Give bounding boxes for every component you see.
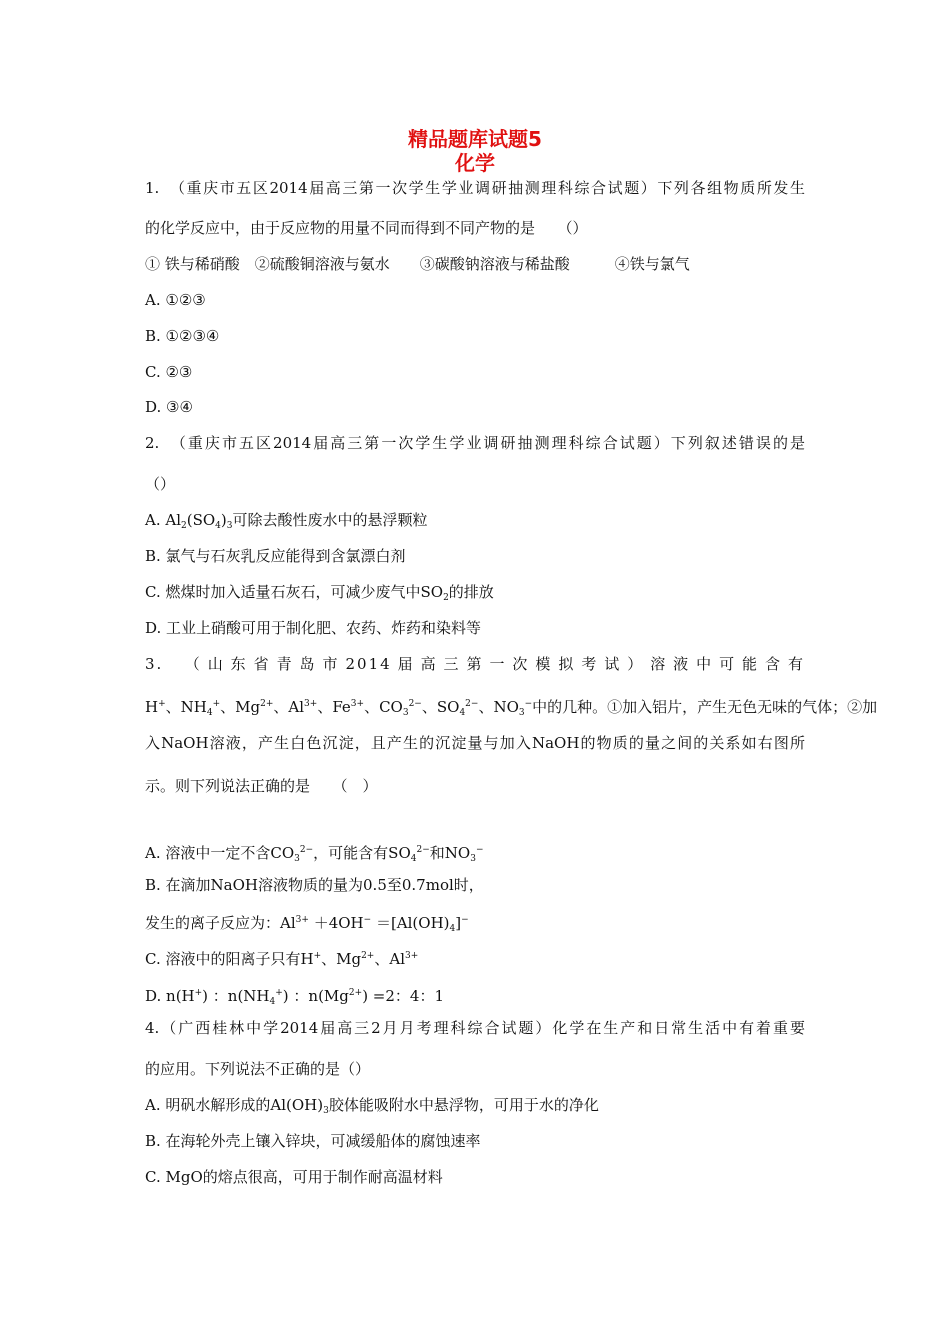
q4-stem-line2: 的应用。下列说法不正确的是（） — [145, 1060, 371, 1078]
q2-option-c: C. 燃煤时加入适量石灰石，可减少废气中$SO_2$的排放 — [145, 583, 494, 603]
q1-stem-line1: 1. （重庆市五区2014届高三第一次学生学业调研抽测理科综合试题）下列各组物质所发生 — [145, 179, 805, 197]
q4-option-b: B. 在海轮外壳上镶入锌块，可减缓船体的腐蚀速率 — [145, 1132, 481, 1150]
q2-stem-line2: （） — [145, 475, 176, 493]
q3-option-b: B. 在滴加NaOH溶液物质的量为0.5至0.7mol时， — [145, 876, 484, 894]
q1-option-a: A. ①②③ — [145, 291, 206, 309]
q4-stem-line1: 4.（广西桂林中学2014届高三2月月考理科综合试题）化学在生产和日常生活中有着重要 — [145, 1019, 805, 1037]
q3-option-c: C. 溶液中的阳离子只有H+、$Mg^{2+}$、$Al^{3+}$ — [145, 950, 419, 968]
q3-option-a: A. 溶液中一定不含$CO_3^{2-}$，可能含有$SO_4^{2-}$和$NO_3^-$ — [145, 844, 484, 864]
page-title: 精品题库试题5 — [408, 127, 542, 151]
q2-option-b: B. 氯气与石灰乳反应能得到含氯漂白剂 — [145, 547, 406, 565]
q2-option-d: D. 工业上硝酸可用于制化肥、农药、炸药和染料等 — [145, 619, 482, 637]
q3-stem-line4: 示。则下列说法正确的是 （ ） — [145, 777, 378, 795]
q1-option-c: C. ②③ — [145, 363, 193, 381]
page-subtitle: 化学 — [455, 151, 495, 175]
q1-items: ① 铁与稀硝酸 ②硫酸铜溶液与氨水 ③碳酸钠溶液与稀盐酸 ④铁与氯气 — [145, 255, 690, 273]
q2-option-a: A. $Al_2(SO_4)_3$可除去酸性废水中的悬浮颗粒 — [145, 511, 428, 531]
q1-stem-line2: 的化学反应中，由于反应物的用量不同而得到不同产物的是 （） — [145, 219, 588, 237]
q3-option-d: D. n(H+) ：$n(NH_4^+)$ ：$n(Mg^{2+}) =2$：4：1 — [145, 987, 445, 1007]
q3-stem-line2: H+、$NH_4^+$、$Mg^{2+}$、$Al^{3+}$、$Fe^{3+}$、$CO_3^{2-}$、$SO_4^{2-}$、$NO_3^-$中的几种。①加入铝片，产生无色无味的气体；②加 — [145, 698, 878, 718]
q4-option-c: C. MgO的熔点很高，可用于制作耐高温材料 — [145, 1168, 443, 1186]
q4-option-a: A. 明矾水解形成的$Al(OH)_3$胶体能吸附水中悬浮物，可用于水的净化 — [145, 1096, 599, 1116]
q3-option-b-equation: 发生的离子反应为：$Al^{3+} +4OH^- =[Al(OH)_4]^-$ — [145, 914, 469, 934]
q3-stem-line1: 3. （山东省青岛市2014届高三第一次模拟考试）溶液中可能含有 — [145, 655, 805, 673]
q3-stem-line3: 入NaOH溶液，产生白色沉淀，且产生的沉淀量与加入NaOH的物质的量之间的关系如右图所 — [145, 734, 805, 752]
q1-option-d: D. ③④ — [145, 398, 193, 416]
q2-stem-line1: 2. （重庆市五区2014届高三第一次学生学业调研抽测理科综合试题）下列叙述错误的是 — [145, 434, 805, 452]
q1-option-b: B. ①②③④ — [145, 327, 220, 345]
